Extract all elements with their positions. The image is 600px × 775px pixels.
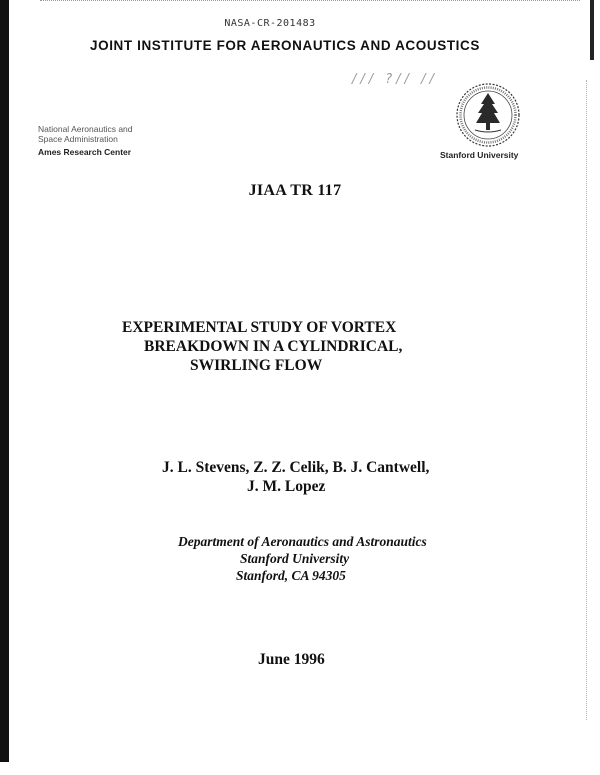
- handwritten-stamp: /// ?// //: [352, 72, 438, 87]
- nasa-block: [38, 124, 133, 157]
- affiliation-line: Department of Aeronautics and Astronautics: [178, 534, 427, 549]
- title-line: EXPERIMENTAL STUDY OF VORTEX: [122, 319, 397, 336]
- report-number: NASA-CR-201483: [224, 18, 316, 29]
- affiliation-line: Stanford University: [240, 551, 350, 566]
- institute-name: JOINT INSTITUTE FOR AERONAUTICS AND ACOUSTICS: [89, 38, 480, 53]
- report-title: [122, 318, 402, 375]
- nasa-line-1: National Aeronautics and: [38, 124, 133, 134]
- scan-top-smudge: [40, 0, 580, 3]
- affiliation: [178, 533, 427, 584]
- technical-report-number: JIAA TR 117: [248, 182, 342, 199]
- affiliation-line: Stanford, CA 94305: [236, 568, 346, 583]
- author-line: J. L. Stevens, Z. Z. Celik, B. J. Cantwell,: [162, 459, 430, 476]
- title-line: BREAKDOWN IN A CYLINDRICAL,: [144, 338, 403, 355]
- report-date: June 1996: [258, 651, 325, 668]
- stanford-university-label: Stanford University: [440, 150, 519, 160]
- author-line: J. M. Lopez: [247, 478, 326, 495]
- scan-right-edge: [590, 0, 594, 60]
- scan-left-edge: [0, 0, 9, 762]
- nasa-line-2: Space Administration: [38, 134, 118, 144]
- stanford-seal-icon: [455, 82, 521, 148]
- authors: [162, 458, 429, 496]
- ames-research-center: Ames Research Center: [38, 147, 132, 157]
- title-line: SWIRLING FLOW: [190, 357, 323, 374]
- scan-right-dots: [586, 80, 588, 720]
